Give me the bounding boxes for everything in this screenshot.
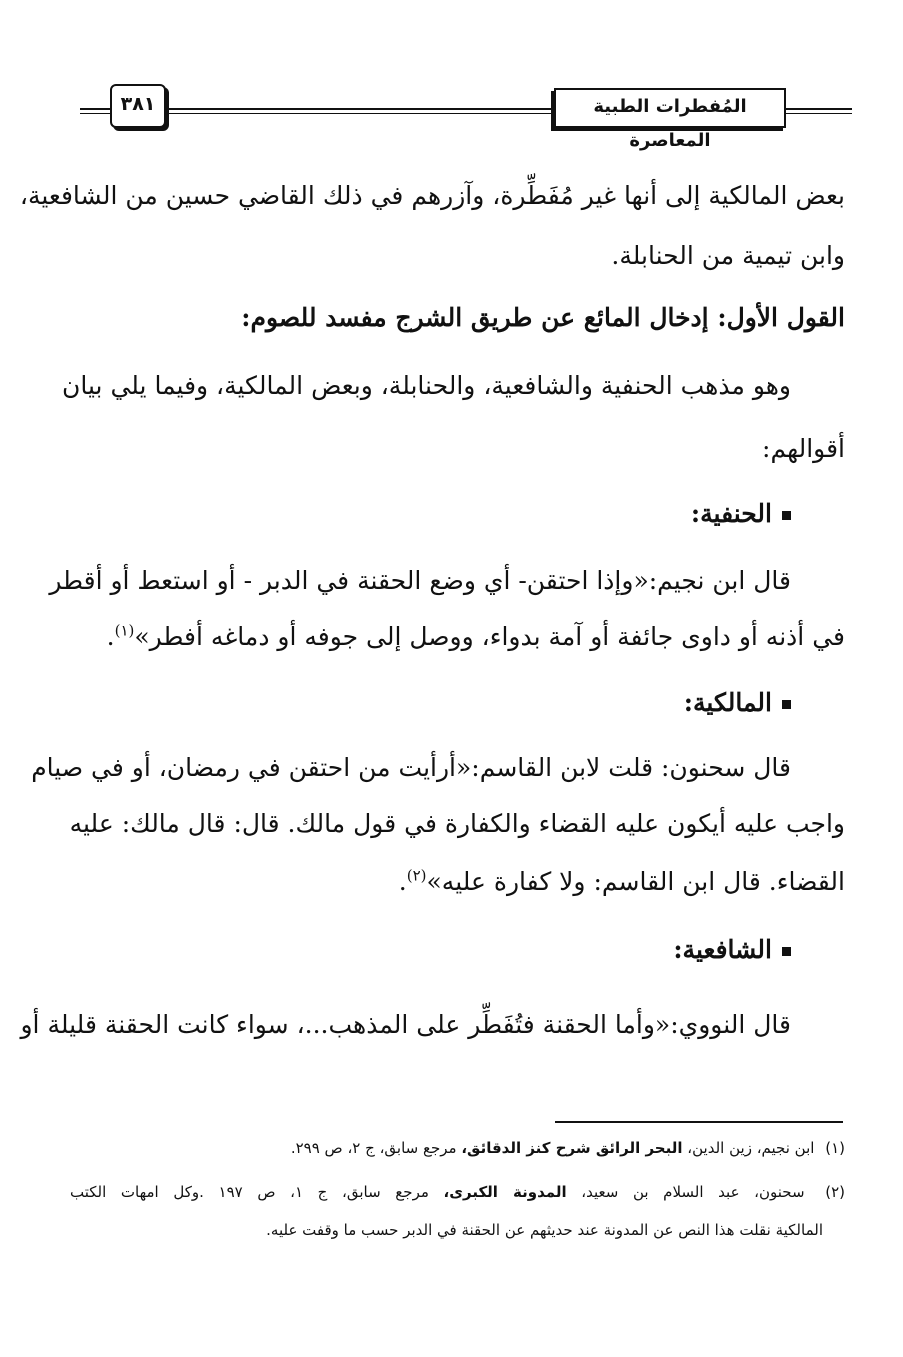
page-header (80, 80, 852, 151)
page-number: ٣٨١ (110, 84, 166, 128)
period: . (106, 622, 115, 651)
body-line: قال سحنون: قلت لابن القاسم:«أرأيت من احتقن في رمضان، أو في صيام (31, 753, 791, 782)
school-heading-label: الحنفية: (690, 499, 772, 528)
footnote-book-title: المدونة الكبرى، (443, 1183, 567, 1201)
school-heading-label: المالكية: (683, 688, 772, 717)
footnote-number: (١) (825, 1139, 845, 1157)
quote-text: في أذنه أو داوى جائفة أو آمة بدواء، ووصل إلى جوفه أو دماغه أفطر» (134, 622, 845, 651)
section-heading: القول الأول: إدخال المائع عن طريق الشرج مفسد للصوم: (241, 303, 845, 332)
body-line: بعض المالكية إلى أنها غير مُفَطِّرة، وآزرهم في ذلك القاضي حسين من الشافعية، (19, 181, 845, 210)
square-bullet-icon (782, 947, 791, 956)
school-heading-hanafi (691, 494, 791, 534)
square-bullet-icon (782, 700, 791, 709)
body-line: قال النووي:«وأما الحقنة فتُفَطِّر على المذهب...، سواء كانت الحقنة قليلة أو (20, 1010, 791, 1039)
body-line: أقوالهم: (762, 434, 845, 463)
footnote-2 (70, 1180, 845, 1204)
school-heading-maliki (684, 683, 791, 723)
square-bullet-icon (782, 511, 791, 520)
footnote-ref[interactable]: (١) (114, 621, 135, 640)
footnote-author: سحنون، عبد السلام بن سعيد، (581, 1183, 805, 1201)
body-line: وابن تيمية من الحنابلة. (611, 241, 845, 270)
body-line-with-footnote (107, 617, 845, 657)
footnote-separator (555, 1121, 843, 1123)
body-line: وهو مذهب الحنفية والشافعية، والحنابلة، وبعض المالكية، وفيما يلي بيان (62, 371, 791, 400)
running-title: المُفطرات الطبية المعاصرة (554, 88, 786, 128)
body-line-with-footnote (399, 862, 845, 902)
footnote-author: ابن نجيم، زين الدين، (687, 1139, 815, 1157)
footnote-1 (291, 1136, 845, 1160)
period: . (398, 867, 407, 896)
school-heading-label: الشافعية: (673, 935, 772, 964)
quote-text: القضاء. قال ابن القاسم: ولا كفارة عليه» (426, 867, 845, 896)
footnote-number: (٢) (825, 1183, 845, 1201)
footnote-reference: مرجع سابق، ج ١، ص ١٩٧ .وكل امهات الكتب (70, 1183, 429, 1201)
footnote-reference: مرجع سابق، ج ٢، ص ٢٩٩. (290, 1139, 457, 1157)
footnote-2-continuation: المالكية نقلت هذا النص عن المدونة عند حديثهم عن الحقنة في الدبر حسب ما وقفت عليه. (266, 1221, 823, 1239)
body-line: واجب عليه أيكون عليه القضاء والكفارة في قول مالك. قال: قال مالك: عليه (69, 809, 845, 838)
footnote-book-title: البحر الرائق شرح كنز الدقائق، (461, 1139, 683, 1157)
footnote-ref[interactable]: (٢) (406, 866, 427, 885)
body-line: قال ابن نجيم:«وإذا احتقن- أي وضع الحقنة في الدبر - أو استعط أو أقطر (49, 566, 791, 595)
school-heading-shafii (673, 930, 791, 970)
